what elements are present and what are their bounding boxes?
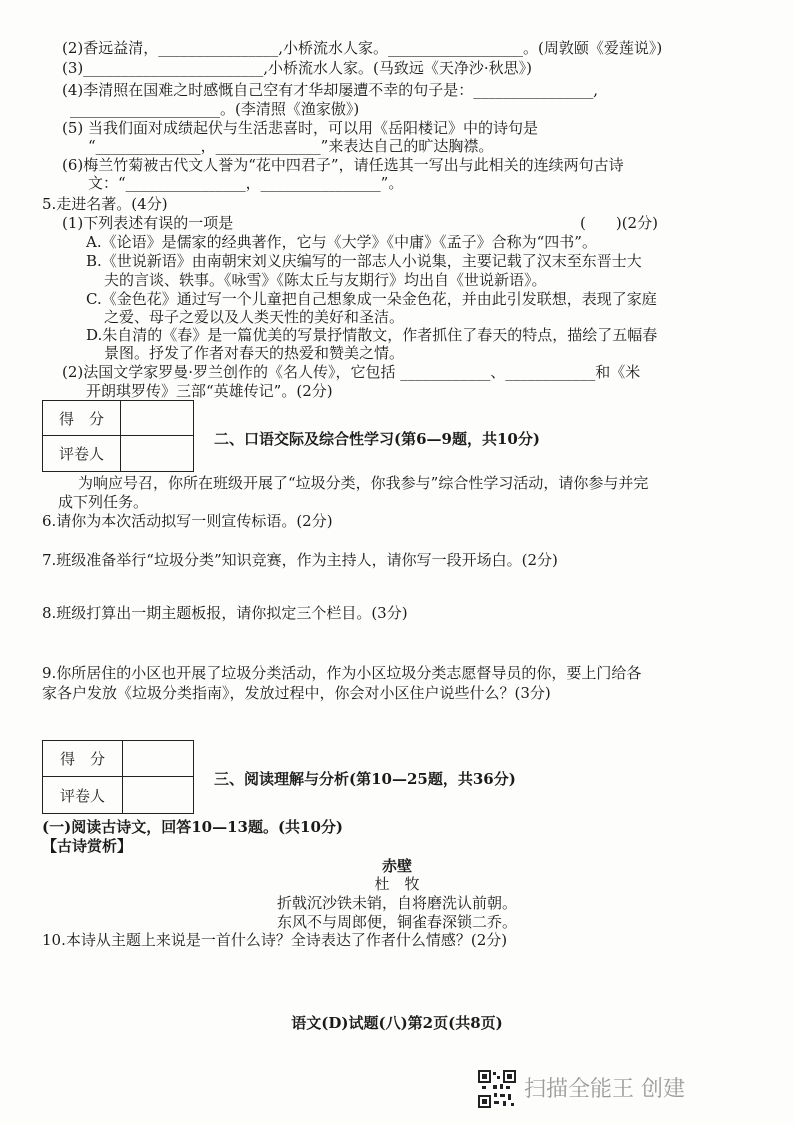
score-label: 得 分: [43, 401, 121, 436]
activity-intro-2: 成下列任务。: [58, 493, 149, 511]
q4-item-5b: “______________，______________”来表达自己的旷达胸襟。: [88, 137, 494, 155]
q5-title: 5.走进名著。(4分): [42, 195, 168, 213]
grader-label: 评卷人: [43, 436, 121, 471]
q4-item-4b: ____________________。(李清照《渔家傲》): [70, 100, 360, 118]
q5-1-stem: (1)下列表述有误的一项是: [62, 214, 234, 232]
q4-item-5a: (5) 当我们面对成绩起伏与生活悲喜时，可以用《岳阳楼记》中的诗句是: [62, 119, 539, 137]
subsection-1-title: (一)阅读古诗文，回答10—13题。(共10分): [42, 818, 344, 836]
q4-item-3: (3)________________________,小桥流水人家。(马致远《天净沙·秋思》): [62, 59, 532, 77]
subsection-1-tag: 【古诗赏析】: [42, 837, 133, 855]
page-footer: 语文(D)试题(八)第2页(共8页): [291, 1014, 503, 1032]
question-7: 7.班级准备举行“垃圾分类”知识竞赛，作为主持人，请你写一段开场白。(2分): [42, 551, 558, 569]
q5-option-d1: D.朱自清的《春》是一篇优美的写景抒情散文，作者抓住了春天的特点，描绘了五幅春: [86, 326, 658, 344]
q5-2-stem-b: 开朗琪罗传》三部“英雄传记”。(2分): [86, 382, 333, 400]
activity-intro-1: 为响应号召，你所在班级开展了“垃圾分类，你我参与”综合性学习活动，请你参与并完: [78, 474, 649, 492]
q5-option-b1: B.《世说新语》由南朝宋刘义庆编写的一部志人小说集，主要记载了汉末至东晋士大: [86, 252, 642, 270]
q5-option-c2: 之爱、母子之爱以及人类天性的美好和圣洁。: [104, 308, 405, 326]
section-3-title: 三、阅读理解与分析(第10—25题，共36分): [214, 770, 516, 788]
q5-2-stem-a: (2)法国文学家罗曼·罗兰创作的《名人传》，它包括 ____________、____________和《米: [62, 363, 641, 381]
question-10: 10.本诗从主题上来说是一首什么诗？全诗表达了作者什么情感？(2分): [42, 931, 508, 949]
poem-line-1: 折戟沉沙铁未销，自将磨洗认前朝。: [276, 894, 517, 912]
q5-1-answer-slot: ( )(2分): [580, 214, 658, 232]
q4-item-6a: (6)梅兰竹菊被古代文人誉为“花中四君子”，请任选其一写出与此相关的连续两句古诗: [62, 156, 624, 174]
q5-option-d2: 景图。抒发了作者对春天的热爱和赞美之情。: [104, 344, 405, 362]
q5-option-a: A.《论语》是儒家的经典著作，它与《大学》《中庸》《孟子》合称为“四书”。: [86, 233, 597, 251]
poem-title: 赤壁: [381, 857, 412, 875]
score-box-section-2: [42, 400, 194, 472]
score-box-section-3: [42, 740, 194, 814]
question-9a: 9.你所居住的小区也开展了垃圾分类活动，作为小区垃圾分类志愿督导员的你，要上门给各: [42, 664, 642, 682]
section-2-title: 二、口语交际及综合性学习(第6—9题，共10分): [214, 430, 540, 448]
score-value-cell: [121, 401, 193, 436]
q5-option-b2: 夫的言谈、轶事。《咏雪》《陈太丘与友期行》均出自《世说新语》。: [104, 271, 547, 289]
question-8: 8.班级打算出一期主题板报，请你拟定三个栏目。(3分): [42, 604, 408, 622]
q4-item-6b: 文：“________________，________________”。: [88, 174, 404, 192]
grader-label: 评卷人: [43, 777, 123, 813]
q4-item-2: (2)香远益清，________________,小桥流水人家。__________________。(周敦颐《爱莲说》): [62, 39, 663, 57]
q4-item-4a: (4)李清照在国难之时感慨自己空有才华却屡遭不幸的句子是：________________,: [62, 81, 599, 99]
poem-author: 杜 牧: [374, 875, 420, 893]
poem-line-2: 东风不与周郎便，铜雀春深锁二乔。: [276, 913, 517, 931]
score-value-cell: [123, 741, 193, 777]
scanner-watermark: 扫描全能王 创建: [524, 1077, 685, 1102]
question-6: 6.请你为本次活动拟写一则宣传标语。(2分): [42, 512, 333, 530]
question-9b: 家各户发放《垃圾分类指南》，发放过程中，你会对小区住户说些什么？(3分): [42, 684, 551, 702]
score-label: 得 分: [43, 741, 123, 777]
q5-option-c1: C.《金色花》通过写一个儿童把自己想象成一朵金色花，并由此引发联想，表现了家庭: [86, 290, 657, 308]
qr-code-icon: [478, 1070, 516, 1108]
